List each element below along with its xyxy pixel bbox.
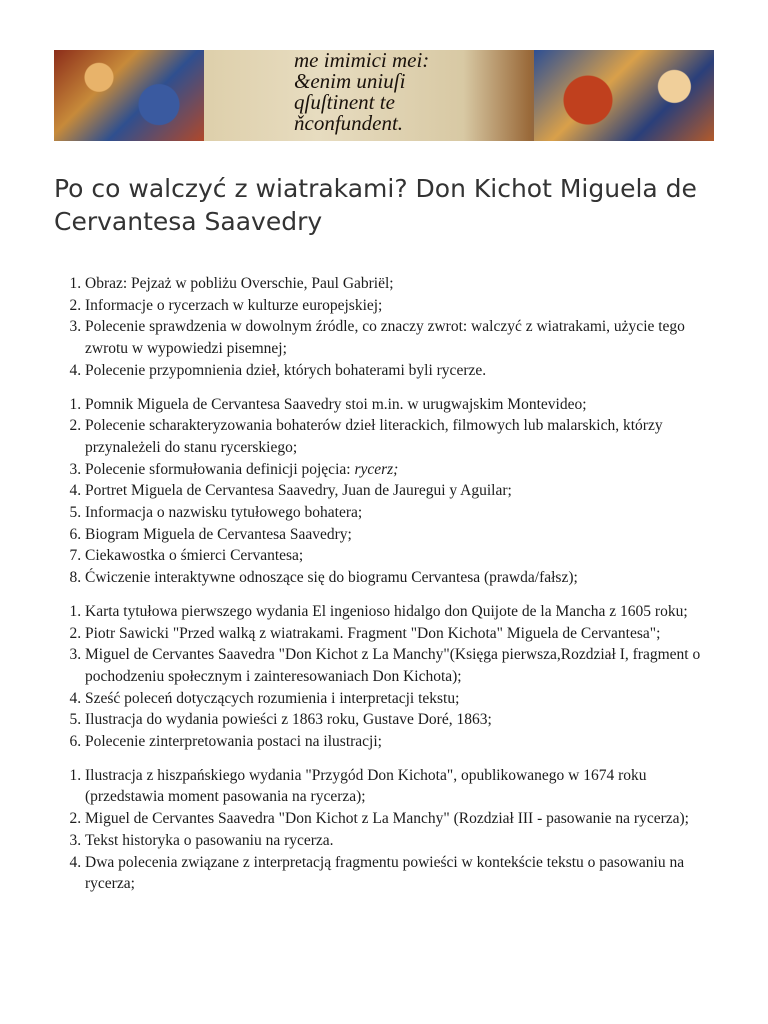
- manuscript-line: me imimici mei:: [294, 50, 430, 72]
- manuscript-line: &enim uniuſi: [294, 69, 406, 93]
- list-item: 7. Ciekawostka o śmierci Cervantesa;: [85, 545, 724, 567]
- list-item: 2. Miguel de Cervantes Saavedra "Don Kichot z La Manchy" (Rozdział III - pasowanie na rycerza);: [85, 808, 724, 830]
- list-item: 4. Sześć poleceń dotyczących rozumienia i interpretacji tekstu;: [85, 688, 724, 710]
- list-item: 5. Informacja o nazwisku tytułowego bohatera;: [85, 502, 724, 524]
- illumination-right: [534, 50, 714, 141]
- list-item: 2. Informacje o rycerzach w kulturze europejskiej;: [85, 295, 724, 317]
- list-item: 4. Dwa polecenia związane z interpretacją fragmentu powieści w kontekście tekstu o pasowaniu na rycerza;: [85, 852, 724, 895]
- list-item-text: Polecenie sformułowania definicji pojęcia:: [85, 460, 355, 478]
- list-item: [85, 459, 724, 481]
- list-item: 5. Ilustracja do wydania powieści z 1863 roku, Gustave Doré, 1863;: [85, 709, 724, 731]
- list-item: 8. Ćwiczenie interaktywne odnoszące się do biogramu Cervantesa (prawda/fałsz);: [85, 567, 724, 589]
- manuscript-line: qſuſtinent te: [294, 90, 395, 114]
- list-item: 1. Pomnik Miguela de Cervantesa Saavedry stoi m.in. w urugwajskim Montevideo;: [85, 394, 724, 416]
- header-banner-image: [54, 50, 714, 141]
- list-item: 1. Karta tytułowa pierwszego wydania El ingenioso hidalgo don Quijote de la Mancha z 1605 roku;: [85, 601, 724, 623]
- manuscript-text: [294, 50, 504, 141]
- list-item: 3. Tekst historyka o pasowaniu na rycerza.: [85, 830, 724, 852]
- lesson-content: [54, 273, 724, 907]
- list-item: 2. Polecenie scharakteryzowania bohaterów dzieł literackich, filmowych lub malarskich, którzy przynależeli do stanu rycerskiego;: [85, 415, 724, 458]
- list-section-3: [54, 601, 724, 753]
- list-section-1: [54, 273, 724, 382]
- list-item: 4. Portret Miguela de Cervantesa Saavedry, Juan de Jauregui y Aguilar;: [85, 480, 724, 502]
- list-item: 6. Biogram Miguela de Cervantesa Saavedry;: [85, 524, 724, 546]
- list-item: 1. Obraz: Pejzaż w pobliżu Overschie, Paul Gabriël;: [85, 273, 724, 295]
- list-item: 6. Polecenie zinterpretowania postaci na ilustracji;: [85, 731, 724, 753]
- list-section-4: [54, 765, 724, 895]
- list-item: 3. Miguel de Cervantes Saavedra "Don Kichot z La Manchy"(Księga pierwsza,Rozdział I, fragment o pochodzeniu społecznym i zainteresowaniach Don Kichota);: [85, 644, 724, 687]
- list-item: 2. Piotr Sawicki "Przed walką z wiatrakami. Fragment "Don Kichota" Miguela de Cervantesa";: [85, 623, 724, 645]
- list-section-2: [54, 394, 724, 589]
- list-item: 3. Polecenie sprawdzenia w dowolnym źródle, co znaczy zwrot: walczyć z wiatrakami, użycie tego zwrotu w wypowiedzi pisemnej;: [85, 316, 724, 359]
- manuscript-line: ňconfundent.: [294, 111, 404, 135]
- illumination-left: [54, 50, 204, 141]
- page-title: Po co walczyć z wiatrakami? Don Kichot Miguela de Cervantesa Saavedry: [54, 174, 697, 236]
- list-item: 1. Ilustracja z hiszpańskiego wydania "Przygód Don Kichota", opublikowanego w 1674 roku (przedstawia moment pasowania na rycerza);: [85, 765, 724, 808]
- emphasis-term: rycerz;: [354, 460, 399, 478]
- list-item: 4. Polecenie przypomnienia dzieł, których bohaterami byli rycerze.: [85, 360, 724, 382]
